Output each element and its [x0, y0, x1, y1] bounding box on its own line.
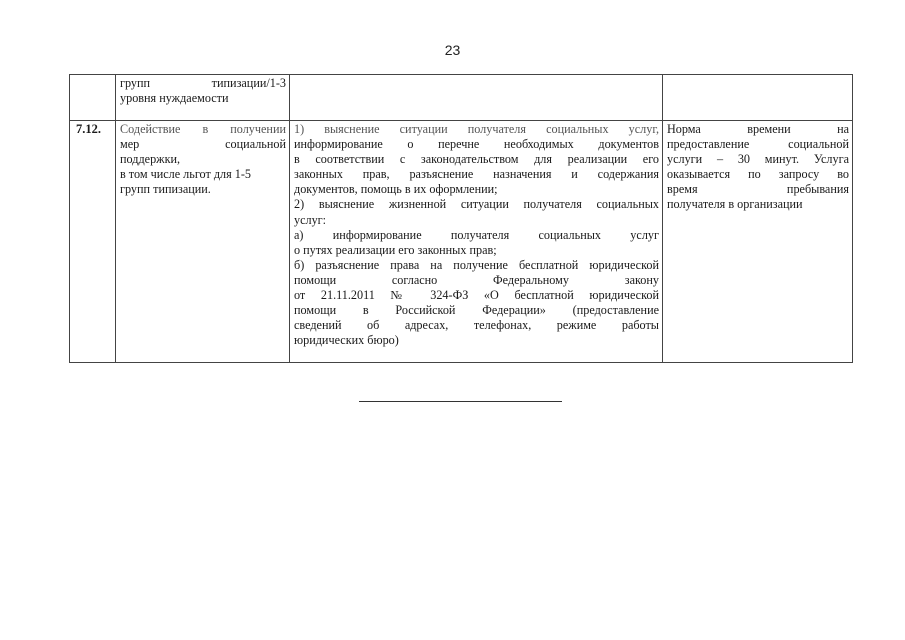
content-line: о путях реализации его законных прав;	[294, 242, 497, 257]
prev-norm-cell	[663, 75, 853, 121]
content-line: документов, помощь в их оформлении;	[294, 182, 498, 197]
service-name-cell	[116, 121, 290, 363]
service-line: поддержки,	[120, 152, 181, 167]
service-line: в том числе льгот для 1-5	[120, 167, 252, 182]
prev-service-line: групп типизации/1-3	[120, 76, 286, 90]
content-line: б) разъяснение права на получение бесплатной юридической	[294, 257, 659, 272]
service-line: Содействие в получении	[120, 122, 286, 136]
row-number: 7.12.	[70, 121, 116, 363]
prev-service-cell	[116, 75, 290, 121]
page-number: 23	[444, 42, 461, 58]
content-line: в соответствии с законодательством для реализации его	[294, 152, 659, 167]
service-content-cell	[290, 121, 663, 363]
time-norm-cell	[663, 121, 853, 363]
content-line: а) информирование получателя социальных услуг	[294, 227, 659, 242]
norm-line: предоставление социальной	[667, 137, 849, 152]
service-line: мер социальной	[120, 137, 286, 152]
content-line: помощи согласно Федеральному закону	[294, 272, 659, 287]
content-line: сведений об адресах, телефонах, режиме работы	[294, 318, 659, 333]
content-line: юридических бюро)	[294, 333, 399, 348]
norm-line: время пребывания	[667, 182, 849, 197]
norm-line: получателя в организации	[667, 197, 803, 212]
table-row-7-12	[70, 121, 853, 363]
prev-service-line: уровня нуждаемости	[120, 91, 229, 106]
prev-number-cell	[70, 75, 116, 121]
content-line: от 21.11.2011 № 324-ФЗ «О бесплатной юридической	[294, 288, 659, 303]
norm-line: оказывается по запросу во	[667, 167, 849, 182]
content-line: 1) выяснение ситуации получателя социальных услуг,	[294, 122, 659, 136]
content-line: помощи в Российской Федерации» (предоставление	[294, 303, 659, 318]
prev-content-cell	[290, 75, 663, 121]
end-divider	[359, 401, 562, 402]
table-row-previous	[70, 75, 853, 121]
content-line: информирование о перечне необходимых документов	[294, 137, 659, 152]
content-line: 2) выяснение жизненной ситуации получателя социальных	[294, 197, 659, 212]
services-table	[69, 74, 853, 363]
content-line: услуг:	[294, 212, 327, 227]
service-line: групп типизации.	[120, 182, 211, 197]
norm-line: услуги – 30 минут. Услуга	[667, 152, 849, 167]
norm-line: Норма времени на	[667, 122, 849, 136]
content-line: законных прав, разъяснение назначения и содержания	[294, 167, 659, 182]
